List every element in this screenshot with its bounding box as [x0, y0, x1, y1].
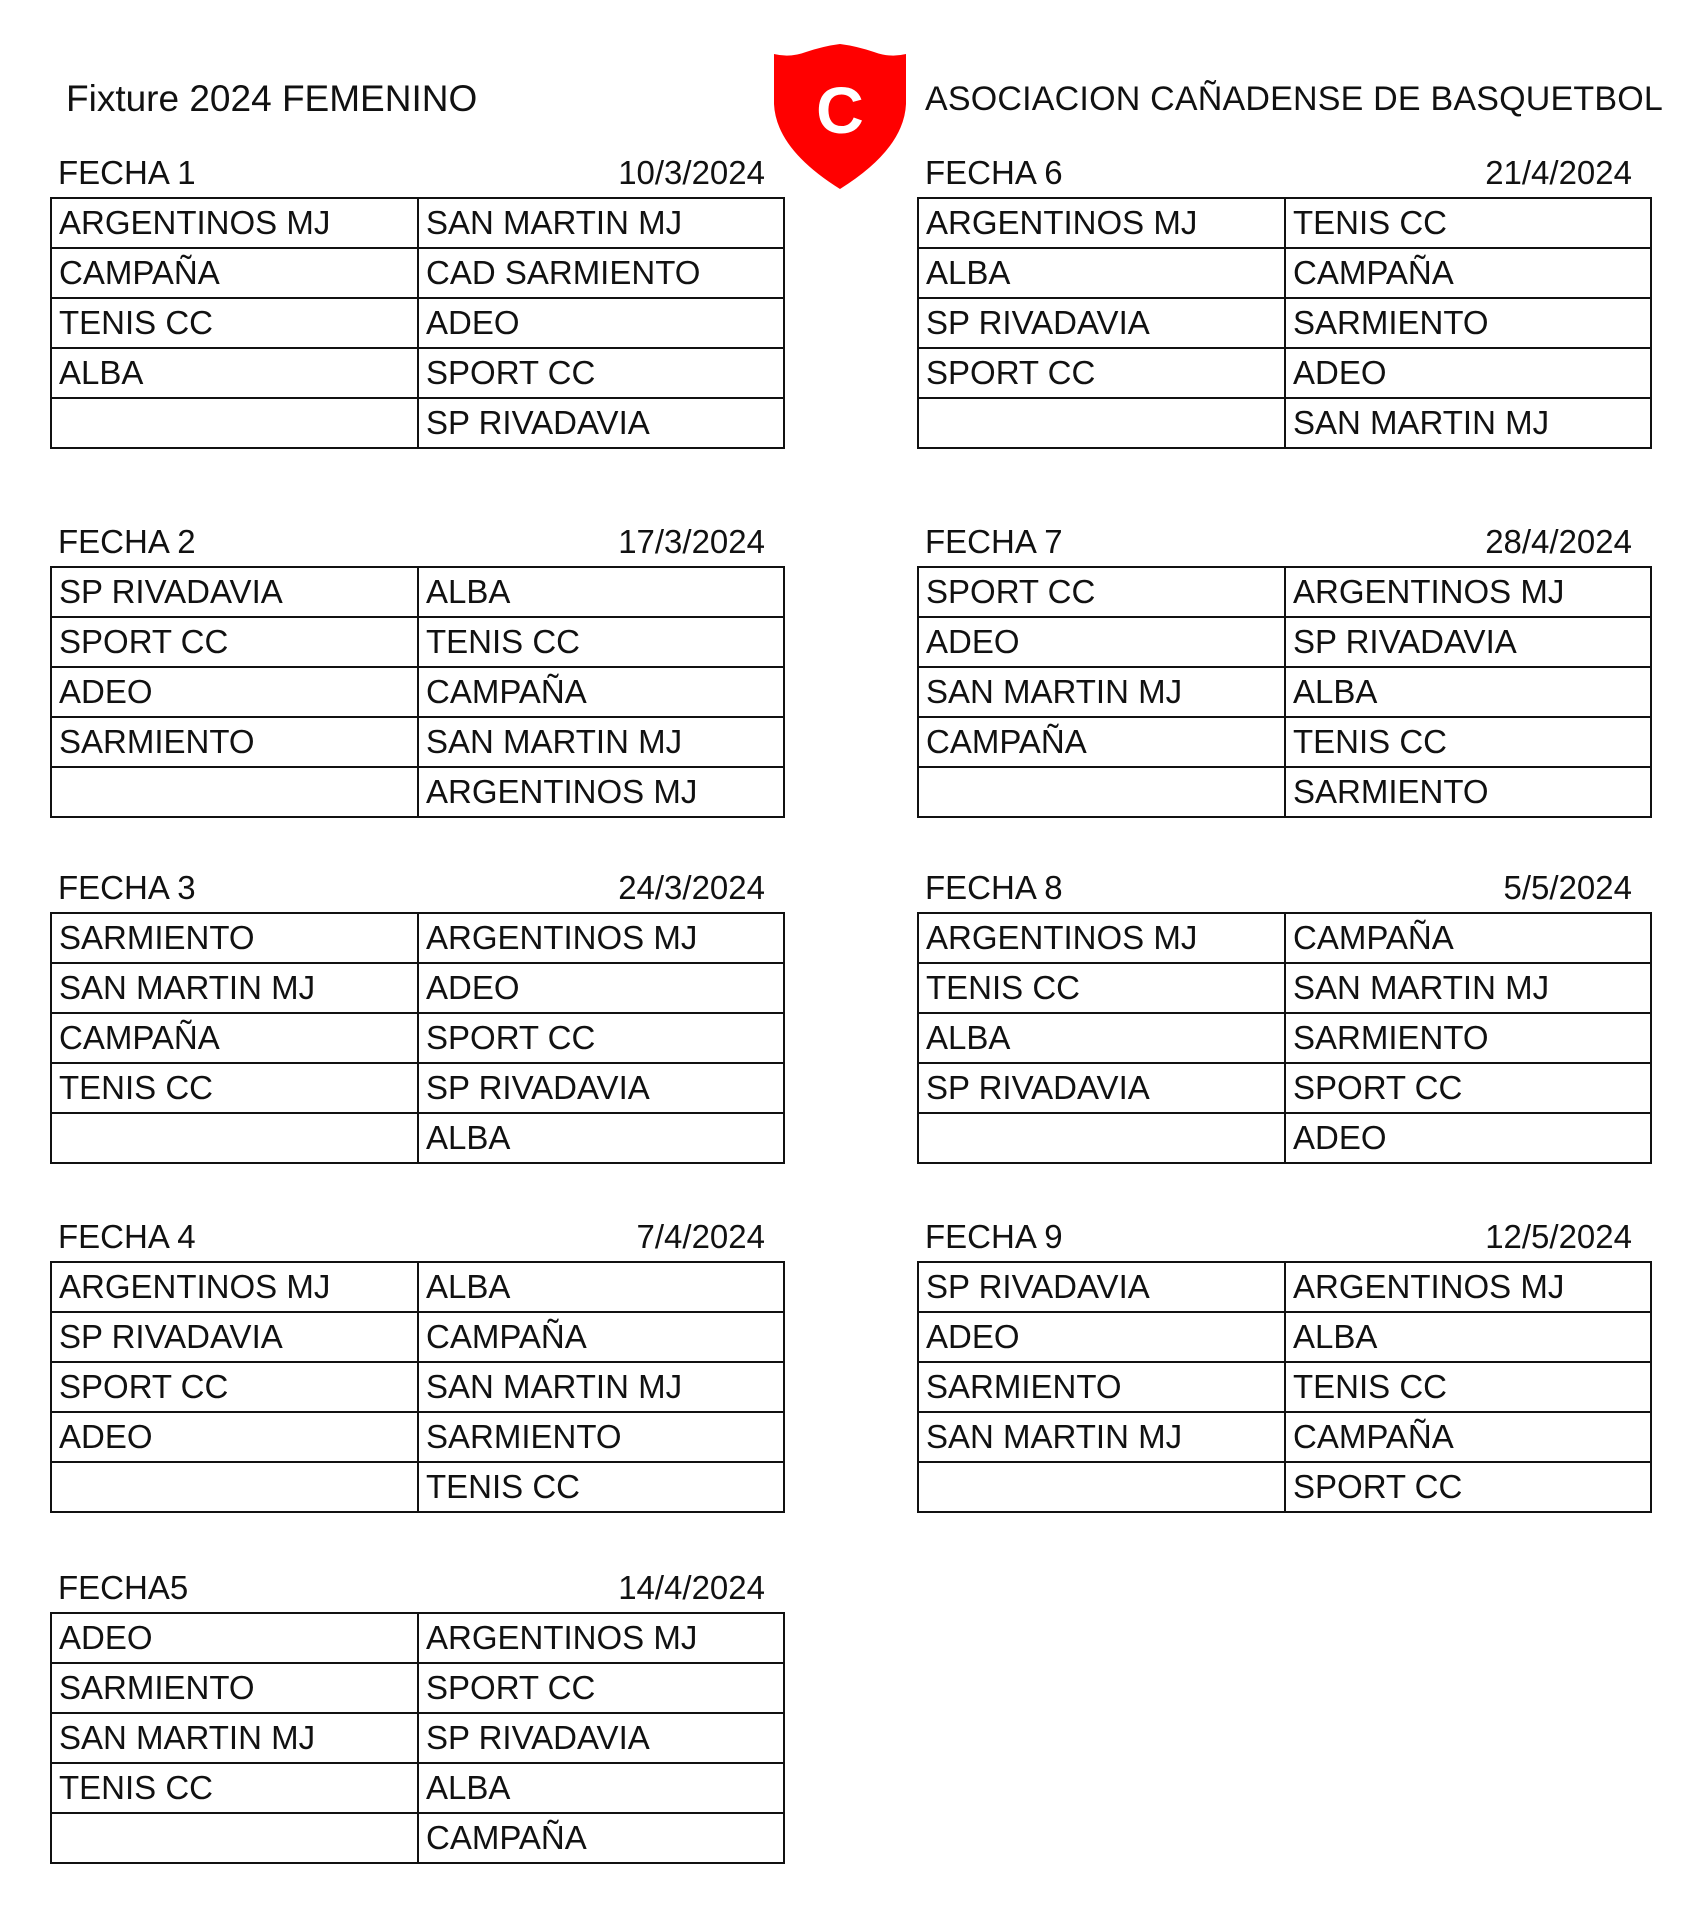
- match-row: [918, 298, 1651, 348]
- match-row: [51, 1013, 784, 1063]
- fixture-table: [917, 566, 1652, 818]
- away-team: TENIS CC: [1285, 198, 1651, 248]
- match-row: [51, 963, 784, 1013]
- fixture-table: [917, 1261, 1652, 1513]
- match-row: [918, 1312, 1651, 1362]
- fecha-date: 28/4/2024: [1485, 523, 1632, 560]
- home-team: ADEO: [918, 1312, 1285, 1362]
- match-row: [51, 198, 784, 248]
- match-row: [51, 913, 784, 963]
- away-team: ALBA: [418, 1262, 784, 1312]
- away-team: ADEO: [418, 298, 784, 348]
- home-team: ADEO: [51, 1412, 418, 1462]
- fecha-title: FECHA5: [58, 1569, 189, 1606]
- away-team: SPORT CC: [1285, 1063, 1651, 1113]
- away-team: ALBA: [1285, 667, 1651, 717]
- match-row: [918, 567, 1651, 617]
- away-team: ALBA: [418, 1113, 784, 1163]
- match-row: [51, 398, 784, 448]
- fecha-block-2: [50, 514, 773, 818]
- home-team: TENIS CC: [51, 298, 418, 348]
- match-row: [918, 617, 1651, 667]
- away-team: TENIS CC: [1285, 717, 1651, 767]
- away-team: ARGENTINOS MJ: [418, 913, 784, 963]
- fecha-block-7: [917, 514, 1640, 818]
- away-team: ALBA: [418, 567, 784, 617]
- match-row: [51, 1763, 784, 1813]
- fecha-header: [917, 514, 1640, 566]
- away-team: SAN MARTIN MJ: [418, 198, 784, 248]
- match-row: [918, 717, 1651, 767]
- away-team: CAMPAÑA: [418, 1813, 784, 1863]
- home-team: [51, 767, 418, 817]
- fecha-date: 21/4/2024: [1485, 154, 1632, 191]
- away-team: SARMIENTO: [418, 1412, 784, 1462]
- home-team: ADEO: [918, 617, 1285, 667]
- home-team: SP RIVADAVIA: [51, 567, 418, 617]
- page-title: Fixture 2024 FEMENINO: [66, 78, 478, 119]
- home-team: CAMPAÑA: [51, 1013, 418, 1063]
- home-team: SPORT CC: [918, 567, 1285, 617]
- match-row: [51, 248, 784, 298]
- home-team: [918, 398, 1285, 448]
- fecha-title: FECHA 7: [925, 523, 1063, 560]
- away-team: TENIS CC: [418, 1462, 784, 1512]
- fixture-table: [917, 912, 1652, 1164]
- away-team: ARGENTINOS MJ: [418, 767, 784, 817]
- home-team: SP RIVADAVIA: [918, 1262, 1285, 1312]
- home-team: ALBA: [51, 348, 418, 398]
- match-row: [918, 963, 1651, 1013]
- away-team: SP RIVADAVIA: [418, 398, 784, 448]
- match-row: [918, 913, 1651, 963]
- match-row: [918, 198, 1651, 248]
- home-team: CAMPAÑA: [51, 248, 418, 298]
- home-team: ARGENTINOS MJ: [918, 913, 1285, 963]
- fecha-date: 7/4/2024: [636, 1218, 765, 1255]
- away-team: ADEO: [1285, 1113, 1651, 1163]
- fixture-table: [917, 197, 1652, 449]
- away-team: TENIS CC: [418, 617, 784, 667]
- home-team: SAN MARTIN MJ: [51, 963, 418, 1013]
- home-team: [51, 1113, 418, 1163]
- fixture-table: [50, 1612, 785, 1864]
- away-team: SAN MARTIN MJ: [1285, 963, 1651, 1013]
- away-team: CAMPAÑA: [1285, 248, 1651, 298]
- away-team: CAMPAÑA: [1285, 913, 1651, 963]
- match-row: [918, 767, 1651, 817]
- home-team: TENIS CC: [51, 1063, 418, 1113]
- home-team: ADEO: [51, 1613, 418, 1663]
- away-team: ADEO: [1285, 348, 1651, 398]
- match-row: [918, 1362, 1651, 1412]
- away-team: SP RIVADAVIA: [418, 1063, 784, 1113]
- match-row: [51, 1713, 784, 1763]
- home-team: TENIS CC: [918, 963, 1285, 1013]
- fecha-date: 5/5/2024: [1503, 869, 1632, 906]
- away-team: SAN MARTIN MJ: [418, 717, 784, 767]
- fecha-header: [917, 1209, 1640, 1261]
- home-team: SPORT CC: [918, 348, 1285, 398]
- match-row: [51, 617, 784, 667]
- fecha-header: [50, 1209, 773, 1261]
- match-row: [51, 567, 784, 617]
- organization-name: ASOCIACION CAÑADENSE DE BASQUETBOL: [925, 80, 1663, 118]
- match-row: [51, 1813, 784, 1863]
- away-team: ARGENTINOS MJ: [1285, 567, 1651, 617]
- away-team: SAN MARTIN MJ: [418, 1362, 784, 1412]
- fecha-date: 17/3/2024: [618, 523, 765, 560]
- away-team: ARGENTINOS MJ: [1285, 1262, 1651, 1312]
- away-team: ADEO: [418, 963, 784, 1013]
- match-row: [51, 1262, 784, 1312]
- fecha-block-4: [50, 1209, 773, 1513]
- fecha-header: [50, 145, 773, 197]
- home-team: SAN MARTIN MJ: [918, 1412, 1285, 1462]
- home-team: SP RIVADAVIA: [51, 1312, 418, 1362]
- away-team: SP RIVADAVIA: [1285, 617, 1651, 667]
- away-team: SAN MARTIN MJ: [1285, 398, 1651, 448]
- fecha-header: [917, 145, 1640, 197]
- fecha-date: 14/4/2024: [618, 1569, 765, 1606]
- away-team: SPORT CC: [1285, 1462, 1651, 1512]
- fecha-date: 12/5/2024: [1485, 1218, 1632, 1255]
- fecha-title: FECHA 2: [58, 523, 196, 560]
- fecha-date: 24/3/2024: [618, 869, 765, 906]
- fecha-block-8: [917, 860, 1640, 1164]
- match-row: [51, 1663, 784, 1713]
- fecha-title: FECHA 6: [925, 154, 1063, 191]
- home-team: TENIS CC: [51, 1763, 418, 1813]
- home-team: [918, 1462, 1285, 1512]
- fixture-table: [50, 566, 785, 818]
- fixture-table: [50, 197, 785, 449]
- match-row: [918, 1013, 1651, 1063]
- fecha-title: FECHA 4: [58, 1218, 196, 1255]
- match-row: [918, 667, 1651, 717]
- fecha-title: FECHA 3: [58, 869, 196, 906]
- home-team: [918, 1113, 1285, 1163]
- match-row: [51, 348, 784, 398]
- match-row: [918, 1063, 1651, 1113]
- fecha-block-1: [50, 145, 773, 449]
- home-team: ARGENTINOS MJ: [918, 198, 1285, 248]
- match-row: [51, 767, 784, 817]
- away-team: CAMPAÑA: [418, 667, 784, 717]
- fecha-header: [917, 860, 1640, 912]
- fixture-table: [50, 1261, 785, 1513]
- away-team: ARGENTINOS MJ: [418, 1613, 784, 1663]
- home-team: SPORT CC: [51, 1362, 418, 1412]
- match-row: [918, 398, 1651, 448]
- fecha-date: 10/3/2024: [618, 154, 765, 191]
- fecha-block-5: [50, 1560, 773, 1864]
- fecha-block-6: [917, 145, 1640, 449]
- away-team: CAMPAÑA: [1285, 1412, 1651, 1462]
- home-team: SARMIENTO: [51, 913, 418, 963]
- home-team: ADEO: [51, 667, 418, 717]
- home-team: [51, 398, 418, 448]
- home-team: SP RIVADAVIA: [918, 298, 1285, 348]
- fecha-title: FECHA 1: [58, 154, 196, 191]
- away-team: CAMPAÑA: [418, 1312, 784, 1362]
- home-team: [918, 767, 1285, 817]
- match-row: [51, 1613, 784, 1663]
- match-row: [918, 248, 1651, 298]
- home-team: SAN MARTIN MJ: [918, 667, 1285, 717]
- home-team: ARGENTINOS MJ: [51, 198, 418, 248]
- home-team: CAMPAÑA: [918, 717, 1285, 767]
- fecha-header: [50, 1560, 773, 1612]
- home-team: SPORT CC: [51, 617, 418, 667]
- shield-icon: [770, 44, 910, 189]
- match-row: [51, 1312, 784, 1362]
- fecha-title: FECHA 9: [925, 1218, 1063, 1255]
- home-team: ALBA: [918, 1013, 1285, 1063]
- away-team: SARMIENTO: [1285, 1013, 1651, 1063]
- match-row: [51, 717, 784, 767]
- home-team: SARMIENTO: [51, 717, 418, 767]
- home-team: SARMIENTO: [51, 1663, 418, 1713]
- away-team: SPORT CC: [418, 1663, 784, 1713]
- fecha-header: [50, 514, 773, 566]
- match-row: [51, 298, 784, 348]
- away-team: ALBA: [418, 1763, 784, 1813]
- match-row: [918, 1462, 1651, 1512]
- fecha-header: [50, 860, 773, 912]
- match-row: [918, 1412, 1651, 1462]
- home-team: SAN MARTIN MJ: [51, 1713, 418, 1763]
- match-row: [51, 1113, 784, 1163]
- away-team: TENIS CC: [1285, 1362, 1651, 1412]
- away-team: SARMIENTO: [1285, 298, 1651, 348]
- match-row: [51, 1462, 784, 1512]
- match-row: [51, 1412, 784, 1462]
- away-team: CAD SARMIENTO: [418, 248, 784, 298]
- match-row: [918, 1262, 1651, 1312]
- away-team: SARMIENTO: [1285, 767, 1651, 817]
- home-team: [51, 1813, 418, 1863]
- fecha-block-3: [50, 860, 773, 1164]
- fecha-title: FECHA 8: [925, 869, 1063, 906]
- match-row: [918, 348, 1651, 398]
- home-team: ALBA: [918, 248, 1285, 298]
- home-team: [51, 1462, 418, 1512]
- home-team: ARGENTINOS MJ: [51, 1262, 418, 1312]
- away-team: SPORT CC: [418, 348, 784, 398]
- match-row: [51, 1063, 784, 1113]
- away-team: SPORT CC: [418, 1013, 784, 1063]
- match-row: [51, 667, 784, 717]
- away-team: SP RIVADAVIA: [418, 1713, 784, 1763]
- match-row: [918, 1113, 1651, 1163]
- home-team: SARMIENTO: [918, 1362, 1285, 1412]
- away-team: ALBA: [1285, 1312, 1651, 1362]
- home-team: SP RIVADAVIA: [918, 1063, 1285, 1113]
- logo-letter: C: [816, 73, 864, 147]
- match-row: [51, 1362, 784, 1412]
- fecha-block-9: [917, 1209, 1640, 1513]
- fixture-table: [50, 912, 785, 1164]
